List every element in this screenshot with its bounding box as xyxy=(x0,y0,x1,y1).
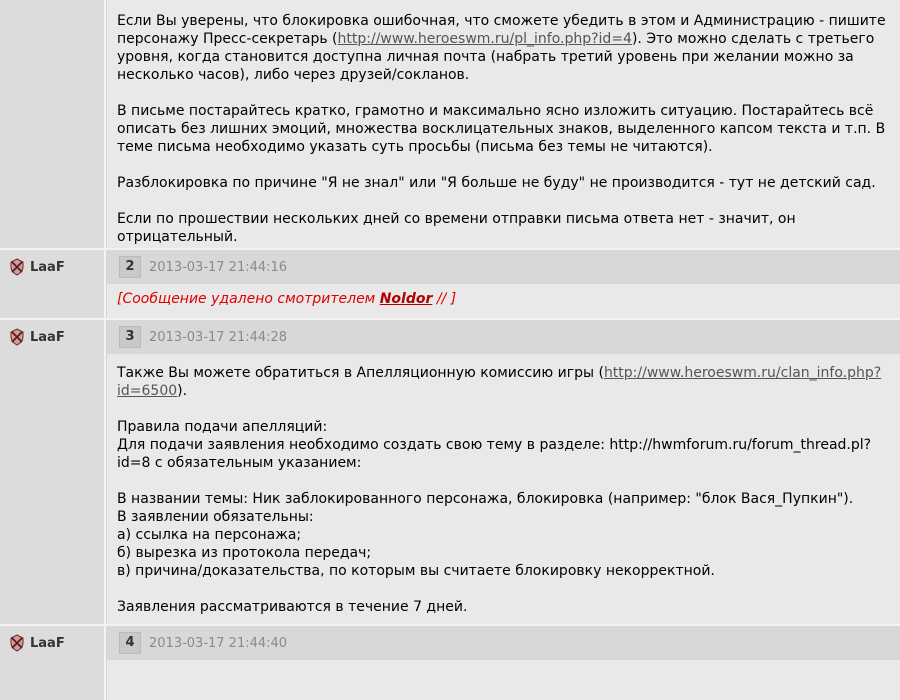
post-1-paragraph-1 xyxy=(117,12,890,84)
post-3-meta xyxy=(106,320,900,354)
post-3-author xyxy=(0,320,106,354)
post-number[interactable]: 4 xyxy=(119,632,141,654)
post-2-body xyxy=(106,284,900,318)
post-3-line: Для подачи заявления необходимо создать свою тему в разделе: http://hwmforum.ru/forum_thread.pl?id=8 с обязательным указанием: xyxy=(117,437,872,471)
deleted-message xyxy=(107,284,900,314)
post-1-body xyxy=(106,0,900,248)
post-1-paragraph-3: Разблокировка по причине "Я не знал" или "Я больше не буду" не производится - тут не детский сад. xyxy=(117,175,876,191)
post-2-author xyxy=(0,250,106,284)
post-4-header xyxy=(0,624,900,660)
post-3-body xyxy=(106,354,900,624)
post-4-body xyxy=(106,660,900,700)
username[interactable]: LaaF xyxy=(30,329,65,345)
post-3-line: В заявлении обязательны: xyxy=(117,509,314,525)
post-3-header xyxy=(0,318,900,354)
clan-emblem-icon[interactable] xyxy=(8,258,26,276)
post-1-body-row xyxy=(0,0,900,248)
post-3-text: ). xyxy=(177,383,188,399)
post-2-body-row xyxy=(0,284,900,318)
post-date: 2013-03-17 21:44:28 xyxy=(149,329,288,345)
post-1-author-cell xyxy=(0,0,106,248)
post-3-line: В названии темы: Ник заблокированного персонажа, блокировка (например: "блок Вася_Пупкин"). xyxy=(117,491,854,507)
post-date: 2013-03-17 21:44:40 xyxy=(149,635,288,651)
post-number[interactable]: 2 xyxy=(119,256,141,278)
post-4-meta xyxy=(106,626,900,660)
post-4-author-cell xyxy=(0,660,106,700)
post-3-paragraph-2 xyxy=(117,418,890,472)
post-3-line: в) причина/доказательства, по которым вы считаете блокировку некорректной. xyxy=(117,563,715,579)
username[interactable]: LaaF xyxy=(30,635,65,651)
post-4-body-row xyxy=(0,660,900,700)
post-3-line: Правила подачи апелляций: xyxy=(117,419,328,435)
post-3-line: б) вырезка из протокола передач; xyxy=(117,545,372,561)
post-3-body-row xyxy=(0,354,900,624)
post-1-paragraph-2: В письме постарайтесь кратко, грамотно и максимально ясно изложить ситуацию. Постарайтесь всё описать без лишних эмоций, множества восклицательных знаков, выделенного капсом текста и т.п. В теме письма необходимо указать суть просьбы (письма без темы не читаются). xyxy=(117,103,886,155)
post-3-text: Также Вы можете обратиться в Апелляционную комиссию игры ( xyxy=(117,365,604,381)
post-1-text: Если Вы уверены, что блокировка ошибочная, что сможете убедить в этом и Администрацию - пишите персонажу Пресс-секретарь ( xyxy=(117,13,886,47)
post-2-author-cell xyxy=(0,284,106,318)
post-4-author xyxy=(0,626,106,660)
post-2-meta xyxy=(106,250,900,284)
press-secretary-link[interactable]: http://www.heroeswm.ru/pl_info.php?id=4 xyxy=(337,31,632,47)
appeal-commission-link[interactable]: http://www.heroeswm.ru/clan_info.php?id=6500 xyxy=(117,365,882,399)
deleted-message-text: [Сообщение удалено смотрителем xyxy=(117,291,380,307)
moderator-link[interactable]: Noldor xyxy=(379,291,433,307)
post-3-author-cell xyxy=(0,354,106,624)
post-3-line: а) ссылка на персонажа; xyxy=(117,527,302,543)
post-date: 2013-03-17 21:44:16 xyxy=(149,259,288,275)
post-3-paragraph-3 xyxy=(117,490,890,580)
post-1-text: ). Это можно сделать с третьего уровня, когда становится доступна личная почта (набрать третий уровень при желании можно за несколько часов), либо через друзей/сокланов. xyxy=(117,31,875,83)
clan-emblem-icon[interactable] xyxy=(8,634,26,652)
clan-emblem-icon[interactable] xyxy=(8,328,26,346)
post-3-paragraph-1 xyxy=(117,364,890,400)
post-3-paragraph-4: Заявления рассматриваются в течение 7 дней. xyxy=(117,599,468,615)
post-number[interactable]: 3 xyxy=(119,326,141,348)
username[interactable]: LaaF xyxy=(30,259,65,275)
post-1-paragraph-4: Если по прошествии нескольких дней со времени отправки письма ответа нет - значит, он отрицательный. xyxy=(117,211,796,245)
deleted-message-text: // ] xyxy=(432,291,457,307)
post-2-header xyxy=(0,248,900,284)
